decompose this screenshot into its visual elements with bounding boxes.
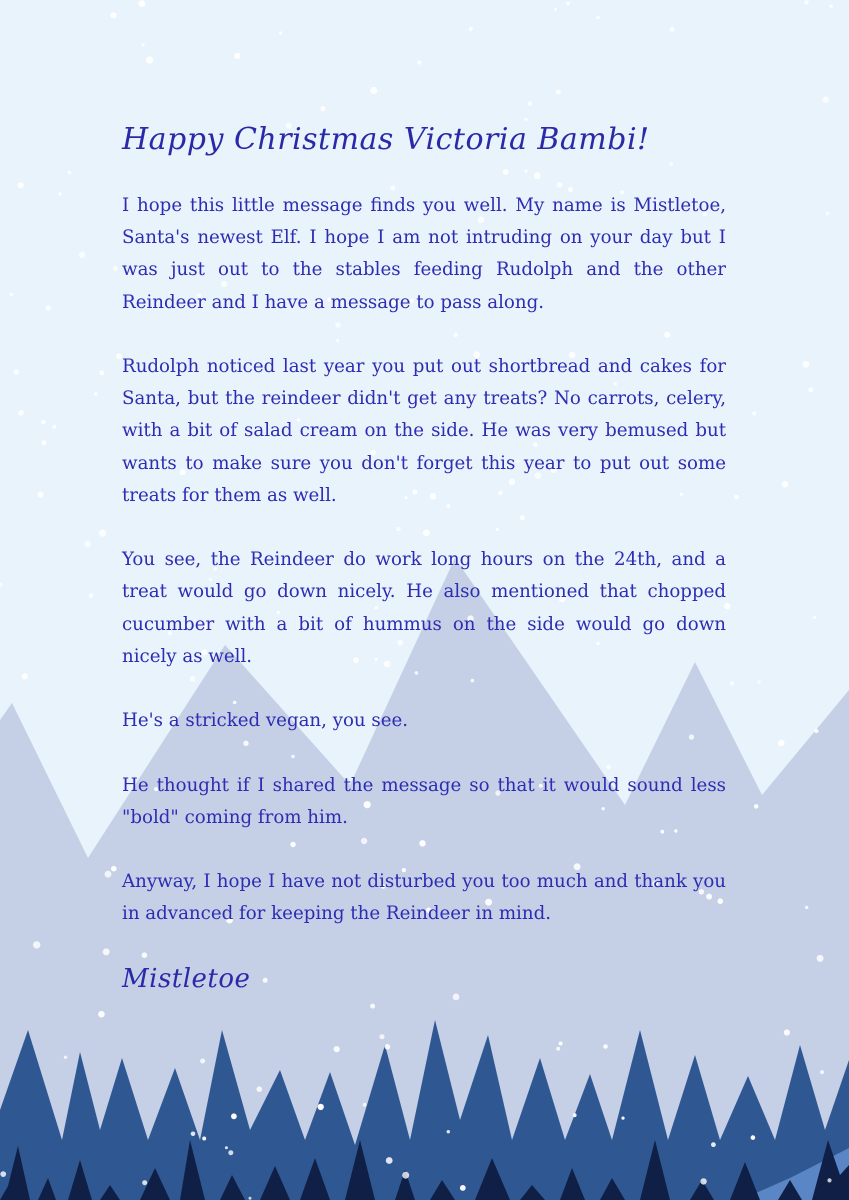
letter-paragraph: Rudolph noticed last year you put out shortbread and cakes for Santa, but the reindeer didn't get any treats? No carrots, celery, with a bit of salad cream on the side. He was very bemused but wants to make sure you don't forget this year to put out some treats for them as well.: [122, 356, 726, 506]
snowflake: [469, 27, 473, 31]
snowflake: [778, 740, 784, 746]
letter-paragraph: You see, the Reindeer do work long hours on the 24th, and a treat would go down nicely. He also mentioned that chopped cucumber with a bit of hummus on the side would go down nicely as well.: [122, 549, 726, 667]
snowflake: [670, 27, 675, 32]
snowflake: [556, 1047, 560, 1051]
snowflake: [52, 425, 56, 429]
snowflake: [822, 96, 829, 103]
snowflake: [826, 212, 830, 216]
letter-paragraph: Anyway, I hope I have not disturbed you too much and thank you in advanced for keeping the Reindeer in mind.: [122, 871, 726, 925]
snowflake: [85, 541, 91, 547]
letter: [122, 120, 726, 995]
snowflake: [18, 410, 24, 416]
snowflake: [231, 1113, 237, 1119]
snowflake: [105, 871, 112, 878]
snowflake: [820, 1070, 824, 1074]
snowflake: [234, 53, 240, 59]
snowflake: [22, 673, 28, 679]
snowflake: [830, 5, 833, 8]
letter-paragraph: I hope this little message finds you well. My name is Mistletoe, Santa's newest Elf. I hope I am not intruding on your day but I was just out to the stables feeding Rudolph and the other Reindeer and I have a message to pass along.: [122, 195, 726, 313]
snowflake: [279, 31, 282, 34]
snowflake: [573, 1113, 577, 1117]
snowflake: [202, 1137, 206, 1141]
snowflake: [402, 1172, 409, 1179]
snowflake: [813, 616, 816, 619]
snowflake: [79, 252, 86, 259]
snowflake: [814, 729, 818, 733]
snowflake: [782, 481, 789, 488]
snowflake: [603, 1044, 608, 1049]
letter-paragraph: He thought if I shared the message so that it would sound less "bold" coming from him.: [122, 774, 726, 828]
snowflake: [803, 361, 810, 368]
snowflake: [142, 1180, 147, 1185]
snowflake: [225, 1146, 228, 1149]
snowflake: [142, 43, 145, 46]
snowflake: [827, 1178, 831, 1182]
snowflake: [417, 60, 421, 64]
letter-paragraph: He's a stricked vegan, you see.: [122, 710, 409, 732]
greeting: Happy Christmas Victoria Bambi!: [122, 122, 650, 157]
snowflake: [386, 1157, 393, 1164]
snowflake: [68, 171, 72, 175]
snowflake: [730, 681, 734, 685]
snowflake: [89, 593, 94, 598]
snowflake: [111, 866, 117, 872]
snowflake: [33, 941, 40, 948]
snowflake: [228, 1150, 233, 1155]
snowflake: [385, 1044, 391, 1050]
snowflake: [41, 440, 46, 445]
snowflake: [58, 192, 61, 195]
snowflake: [249, 1197, 252, 1200]
snowflake: [94, 392, 97, 395]
snowflake: [46, 306, 51, 311]
snowflake: [257, 1086, 263, 1092]
snowflake: [110, 12, 116, 18]
snowflake: [64, 1056, 67, 1059]
snowflake: [527, 101, 532, 106]
snowflake: [38, 492, 44, 498]
snowflake: [10, 293, 14, 297]
snowflake: [734, 495, 739, 500]
snowflake: [596, 16, 600, 20]
snowflake: [700, 1178, 706, 1184]
snowflake: [621, 1117, 624, 1120]
snowflake: [146, 57, 153, 64]
snowflake: [752, 411, 756, 415]
snowflake: [559, 1042, 563, 1046]
snowflake: [566, 2, 570, 6]
snowflake: [320, 106, 325, 111]
snowflake: [0, 1171, 6, 1177]
snowflake: [817, 955, 824, 962]
snowflake: [98, 1011, 105, 1018]
snowflake: [139, 0, 146, 7]
snowflake: [805, 906, 808, 909]
snowflake: [113, 266, 118, 271]
snowflake: [556, 89, 561, 94]
snowflake: [191, 1132, 196, 1137]
snowflake: [751, 1135, 756, 1140]
snowflake: [711, 1142, 716, 1147]
snowflake: [363, 1103, 367, 1107]
snowflake: [99, 370, 104, 375]
snowflake: [200, 1059, 205, 1064]
snowflake: [784, 1029, 790, 1035]
snowflake: [18, 182, 24, 188]
snowflake: [757, 680, 760, 683]
snowflake: [754, 804, 759, 809]
snowflake: [380, 1034, 385, 1039]
snowflake: [318, 1104, 324, 1110]
snowflake: [447, 1130, 450, 1133]
signature: Mistletoe: [122, 963, 251, 994]
snowflake: [370, 1004, 375, 1009]
snowflake: [460, 1185, 466, 1191]
snowflake: [554, 8, 557, 11]
snowflake: [103, 948, 110, 955]
snowflake: [41, 420, 46, 425]
snowflake: [334, 1046, 340, 1052]
snowflake: [804, 0, 808, 4]
snowflake: [99, 530, 106, 537]
snowflake: [370, 87, 377, 94]
snowflake: [808, 387, 813, 392]
snowflake: [13, 369, 19, 375]
